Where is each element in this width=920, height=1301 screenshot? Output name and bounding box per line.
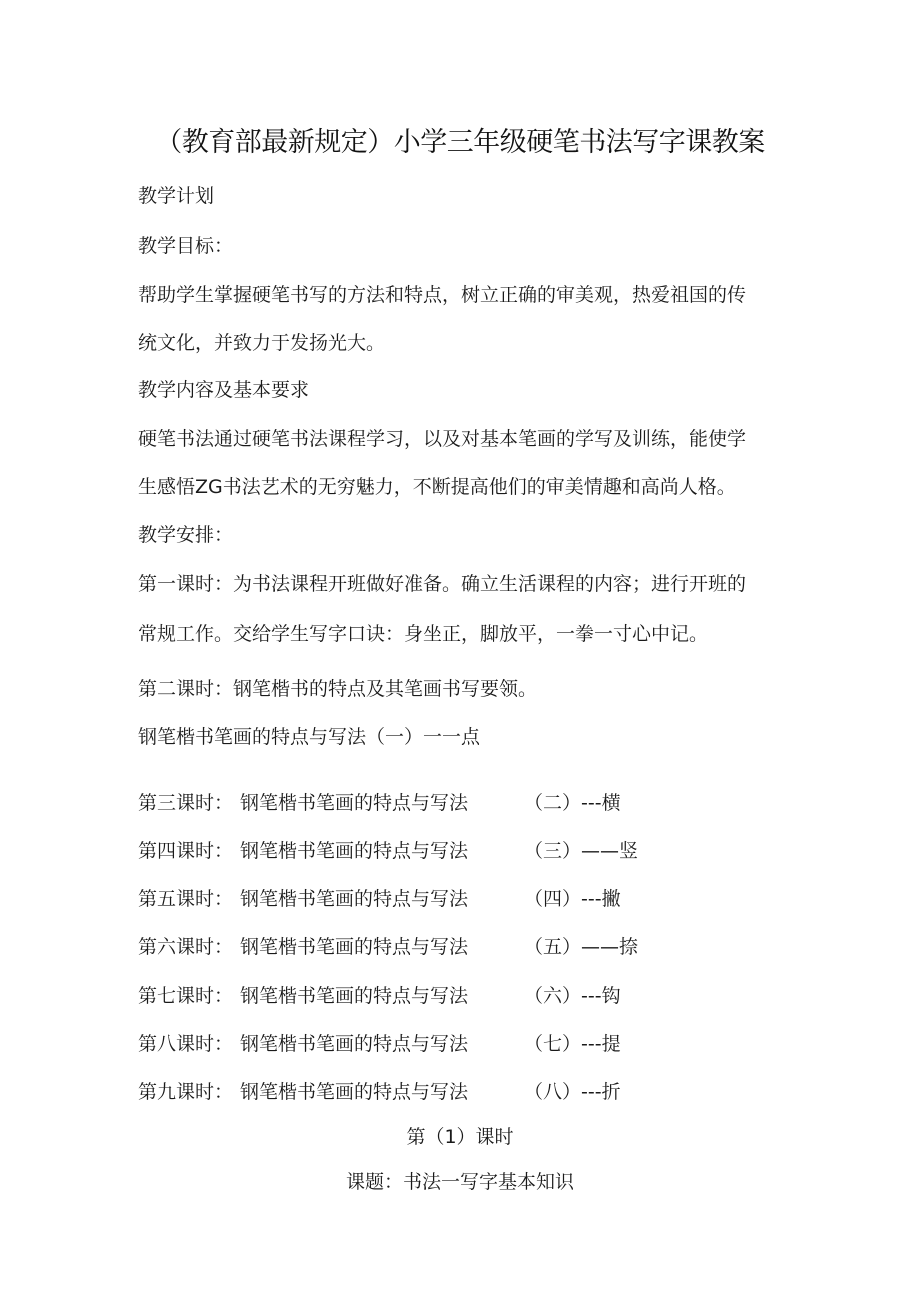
lesson-name: 第四课时：: [138, 840, 234, 862]
lesson-row: [138, 836, 698, 864]
lesson-1-line-1: 第一课时：为书法课程开班做好准备。确立生活课程的内容；进行开班的: [138, 573, 747, 595]
lesson-name: 第九课时：: [138, 1081, 234, 1103]
stroke-dot-line: 钢笔楷书笔画的特点与写法（一）一一点: [138, 726, 481, 748]
lesson-part: （三）——竖: [524, 840, 639, 862]
lesson-name: 第六课时：: [138, 936, 234, 958]
lesson-part: （六）---钩: [524, 985, 621, 1007]
content-text-line-1: 硬笔书法通过硬笔书法课程学习，以及对基本笔画的学写及训练，能使学: [138, 428, 747, 450]
section-heading: 第（1）课时: [406, 1126, 514, 1148]
goal-text-line-1: 帮助学生掌握硬笔书写的方法和特点，树立正确的审美观，热爱祖国的传: [138, 284, 747, 306]
lesson-name: 第七课时：: [138, 985, 234, 1007]
lesson-topic: 钢笔楷书笔画的特点与写法: [240, 985, 469, 1007]
lesson-part: （二）---横: [524, 792, 621, 814]
lesson-name: 第三课时：: [138, 792, 234, 814]
goal-heading: 教学目标：: [138, 235, 234, 257]
lesson-part: （五）——捺: [524, 936, 639, 958]
arrangement-heading: 教学安排：: [138, 524, 234, 546]
lesson-name: 第五课时：: [138, 888, 234, 910]
content-heading: 教学内容及基本要求: [138, 379, 310, 401]
lesson-topic: 钢笔楷书笔画的特点与写法: [240, 1081, 469, 1103]
lesson-part: （八）---折: [524, 1081, 621, 1103]
subject-line: 课题：书法一写字基本知识: [345, 1171, 574, 1193]
lesson-row: [138, 884, 698, 912]
plan-heading: 教学计划: [138, 185, 215, 207]
lesson-row: [138, 932, 698, 960]
document-title: （教育部最新规定）小学三年级硬笔书法写字课教案: [155, 127, 765, 158]
lesson-name: 第八课时：: [138, 1033, 234, 1055]
lesson-2: 第二课时：钢笔楷书的特点及其笔画书写要领。: [138, 678, 538, 700]
lesson-topic: 钢笔楷书笔画的特点与写法: [240, 792, 469, 814]
lesson-topic: 钢笔楷书笔画的特点与写法: [240, 840, 469, 862]
lesson-topic: 钢笔楷书笔画的特点与写法: [240, 1033, 469, 1055]
goal-text-line-2: 统文化，并致力于发扬光大。: [138, 332, 386, 354]
lesson-row: [138, 1029, 698, 1057]
lesson-part: （七）---提: [524, 1033, 621, 1055]
lesson-topic: 钢笔楷书笔画的特点与写法: [240, 936, 469, 958]
lesson-part: （四）---撇: [524, 888, 621, 910]
lesson-row: [138, 1077, 698, 1105]
lesson-1-line-2: 常规工作。交给学生写字口诀：身坐正，脚放平，一拳一寸心中记。: [138, 623, 709, 645]
content-text-line-2: 生感悟ZG书法艺术的无穷魅力，不断提高他们的审美情趣和高尚人格。: [138, 476, 736, 498]
lesson-topic: 钢笔楷书笔画的特点与写法: [240, 888, 469, 910]
lesson-row: [138, 981, 698, 1009]
lesson-row: [138, 788, 698, 816]
